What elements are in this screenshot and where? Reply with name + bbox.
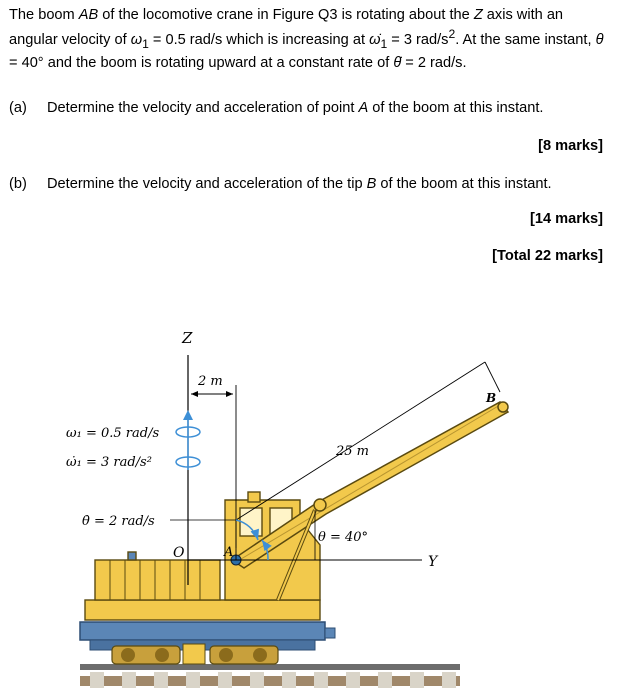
marks-a: [8 marks] bbox=[538, 138, 603, 154]
question-b: (b) Determine the velocity and acceleration of the tip B of the boom at this instant. bbox=[9, 176, 552, 192]
crane-figure bbox=[0, 310, 625, 700]
question-a: (a) Determine the velocity and acceleration of point A of the boom at this instant. bbox=[9, 100, 544, 116]
origin-label: O bbox=[173, 545, 185, 561]
thetadot-label: θ̇ = 2 rad/s bbox=[82, 514, 155, 529]
point-a-label: A bbox=[224, 545, 234, 560]
y-axis-label: Y bbox=[428, 554, 438, 570]
point-b-label: B bbox=[486, 391, 497, 405]
rail-track bbox=[80, 664, 460, 688]
marks-b: [14 marks] bbox=[529, 211, 603, 227]
dimension-2m-label: 2 m bbox=[198, 374, 223, 389]
crane-body bbox=[85, 492, 320, 620]
omega1dot-label: ω̇₁ = 3 rad/s² bbox=[66, 455, 152, 470]
omega1-label: ω₁ = 0.5 rad/s bbox=[66, 426, 160, 441]
problem-statement: The boom AB of the locomotive crane in Figure Q3 is rotating about the Z axis with an angular velocity of $\omega_1 = 0.5$ rad/s which is increasing at $\omegȧ_1 = 3$ rad/$s^2$. At the same instant, θ = 40° and the boom is rotating upward at a constant rate of θ̇ = 2 rad/s. bbox=[9, 7, 604, 71]
flatcar bbox=[80, 622, 335, 664]
theta-label: θ = 40° bbox=[318, 530, 369, 545]
z-axis-label: Z bbox=[182, 329, 193, 347]
total-marks: [Total 22 marks] bbox=[492, 248, 603, 264]
dimension-25m-label: 25 m bbox=[336, 444, 370, 459]
omega1-rotation-arrows bbox=[176, 410, 200, 470]
